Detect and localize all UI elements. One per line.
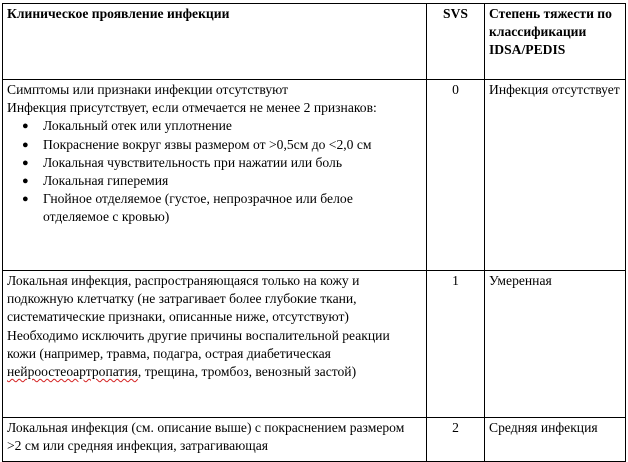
row-0-severity: Инфекция отсутствует [485, 80, 626, 271]
row-2-severity: Средняя инфекция [485, 418, 626, 462]
list-item: ● Локальный отек или уплотнение [43, 117, 422, 135]
row-1-lead: Необходимо исключить другие причины воспалительной реакции кожи (например, травма, подагра, острая диабетическая нейроостеоартропатия, трещина, тромбоз, венозный застой) [7, 327, 390, 380]
bullet-icon: ● [22, 156, 29, 169]
row-1-clinical-cell [3, 271, 427, 418]
infection-classification-table [2, 3, 626, 462]
row-0-intro: Симптомы или признаки инфекции отсутствуют [7, 82, 289, 97]
row-0-svs: 0 [427, 80, 485, 271]
bullet-icon: ● [22, 120, 29, 133]
table-row [3, 80, 626, 271]
row-2-clinical-cell [3, 418, 427, 462]
table-row [3, 271, 626, 418]
row-0-clinical-cell [3, 80, 427, 271]
row-1-severity: Умеренная [485, 271, 626, 418]
row-2-svs: 2 [427, 418, 485, 462]
table-row [3, 418, 626, 462]
bullet-icon: ● [22, 138, 29, 151]
row-0-bullet-list [7, 117, 422, 226]
list-item: ● Покраснение вокруг язвы размером от >0,5см до <2,0 см [43, 136, 422, 154]
table-header-row [3, 4, 626, 80]
header-severity: Степень тяжести по классификации IDSA/PEDIS [485, 4, 626, 80]
list-item: ● Гнойное отделяемое (густое, непрозрачное или белое отделяемое с кровью) [22, 191, 353, 225]
bullet-icon: ● [22, 175, 29, 188]
bullet-icon: ● [22, 193, 29, 206]
row-2-intro: Локальная инфекция (см. описание выше) с покраснением размером >2 см или средняя инфекция, затрагивающая [7, 420, 405, 454]
row-1-intro: Локальная инфекция, распространяющаяся только на кожу и подкожную клетчатку (не затрагивает более глубокие ткани, систематические признаки, описанные ниже, отсутствуют) [7, 273, 360, 325]
list-item: ● Локальная чувствительность при нажатии или боль [43, 154, 422, 172]
header-clinical-manifestation: Клиническое проявление инфекции [3, 4, 427, 80]
row-1-svs: 1 [427, 271, 485, 418]
spellcheck-flagged-word: нейроостеоартропатия [7, 364, 138, 380]
list-item: ● Локальная гиперемия [43, 172, 422, 190]
header-svs: SVS [427, 4, 485, 80]
row-0-lead: Инфекция присутствует, если отмечается не менее 2 признаков: [7, 100, 377, 116]
